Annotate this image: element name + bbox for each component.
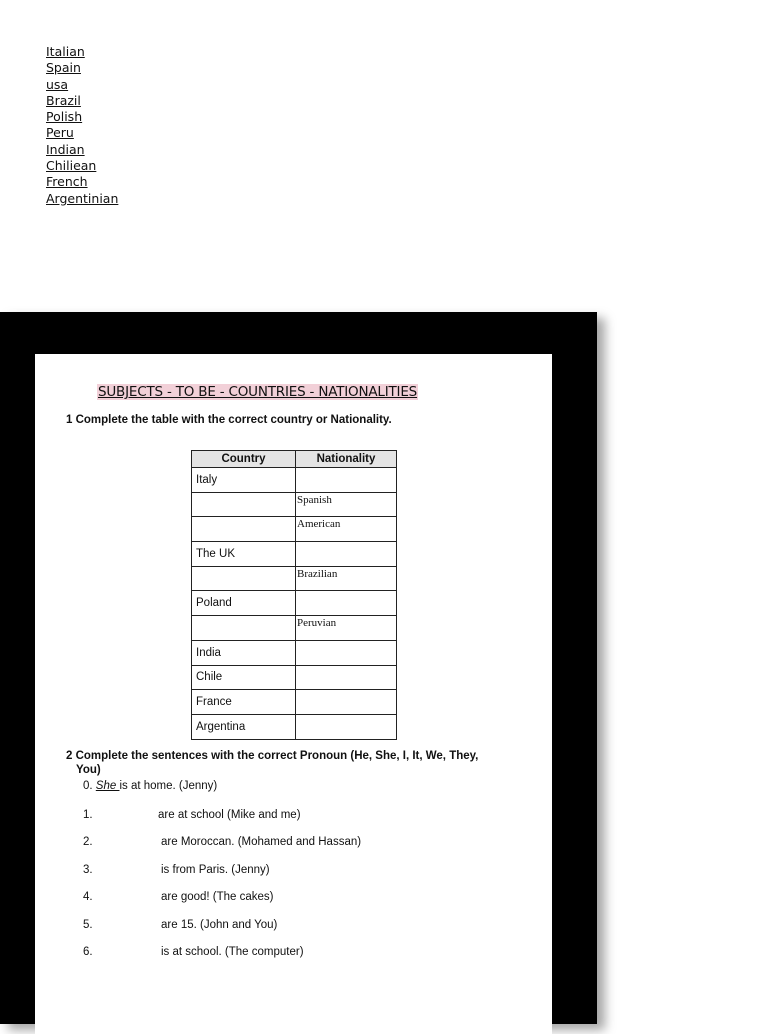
table-row (192, 690, 397, 715)
nationality-cell: Spanish (296, 492, 397, 517)
sentence-number: 2. (83, 836, 93, 848)
nationality-cell (296, 690, 397, 715)
sentence-number: 4. (83, 891, 93, 903)
word-list-item[interactable]: French (46, 174, 88, 190)
example-sentence (83, 780, 217, 792)
nationality-cell (296, 468, 397, 493)
table-row (192, 492, 397, 517)
word-list-item[interactable]: Chiliean (46, 158, 97, 174)
nationality-cell (296, 665, 397, 690)
word-list-item[interactable]: Peru (46, 125, 74, 141)
question-2-instruction (66, 750, 516, 777)
country-cell (192, 492, 296, 517)
table-header-row (192, 451, 397, 468)
sentence-text: are 15. (John and You) (161, 919, 278, 931)
table-row (192, 714, 397, 739)
table-row (192, 517, 397, 542)
country-cell: Italy (192, 468, 296, 493)
country-nationality-table (191, 450, 397, 740)
table-row (192, 616, 397, 641)
word-list-item[interactable]: Polish (46, 109, 83, 125)
sentence-number: 3. (83, 864, 93, 876)
nationality-cell: Brazilian (296, 566, 397, 591)
sentence-text: are at school (Mike and me) (158, 809, 301, 821)
nationality-cell (296, 591, 397, 616)
sentence-text: are good! (The cakes) (161, 891, 274, 903)
word-list (46, 44, 118, 207)
word-list-item[interactable]: Spain (46, 60, 81, 76)
example-answer: She (95, 780, 120, 792)
sentence-text: is from Paris. (Jenny) (161, 864, 270, 876)
sentence-number: 1. (83, 809, 93, 821)
sentence-number: 6. (83, 946, 93, 958)
worksheet-title: SUBJECTS - TO BE - COUNTRIES - NATIONALITIES (98, 384, 418, 400)
sentence-text: is at school. (The computer) (161, 946, 304, 958)
country-cell (192, 616, 296, 641)
country-cell: The UK (192, 542, 296, 567)
word-list-item[interactable]: Brazil (46, 92, 81, 108)
country-cell: Argentina (192, 714, 296, 739)
sentence-number: 5. (83, 919, 93, 931)
word-list-item[interactable]: usa (46, 76, 69, 92)
table-row (192, 665, 397, 690)
country-cell: India (192, 640, 296, 665)
column-header-nationality: Nationality (296, 451, 397, 468)
nationality-cell (296, 542, 397, 567)
nationality-cell (296, 714, 397, 739)
table-row (192, 640, 397, 665)
question-2-line: 2 Complete the sentences with the correct Pronoun (He, She, I, It, We, They, (66, 750, 479, 762)
table-row (192, 566, 397, 591)
question-1-instruction: 1 Complete the table with the correct country or Nationality. (66, 414, 392, 426)
column-header-country: Country (192, 451, 296, 468)
word-list-item[interactable]: Italian (46, 44, 85, 59)
worksheet-page (35, 354, 552, 1034)
country-cell (192, 517, 296, 542)
example-text: is at home. (Jenny) (119, 780, 218, 792)
table-row (192, 591, 397, 616)
nationality-cell: Peruvian (296, 616, 397, 641)
country-cell (192, 566, 296, 591)
country-cell: Chile (192, 665, 296, 690)
word-list-item[interactable]: Argentinian (46, 190, 119, 206)
word-list-item[interactable]: Indian (46, 141, 85, 157)
table-row (192, 542, 397, 567)
nationality-cell: American (296, 517, 397, 542)
table-row (192, 468, 397, 493)
country-cell: France (192, 690, 296, 715)
nationality-cell (296, 640, 397, 665)
example-number: 0. (83, 780, 93, 792)
country-cell: Poland (192, 591, 296, 616)
sentence-text: are Moroccan. (Mohamed and Hassan) (161, 836, 362, 848)
worksheet-image-frame (0, 312, 597, 1024)
question-2-line: You) (76, 763, 101, 776)
